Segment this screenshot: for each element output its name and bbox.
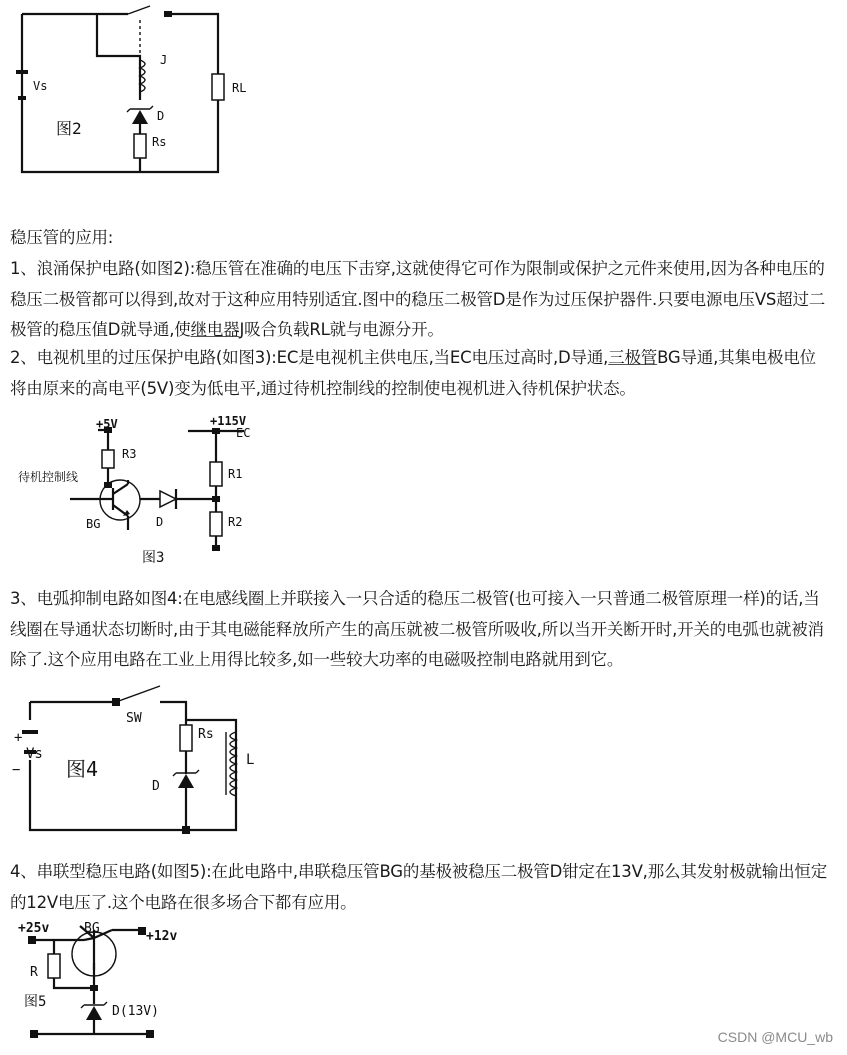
paragraph-2-text-after: BG导通,其集电极电位将由原来的高电平(5V)变为低电平,通过待机控制线的控制使电视机进入待机保护状态。 — [10, 348, 816, 398]
paragraph-1-text-after: J吸合负载RL就与电源分开。 — [239, 320, 444, 339]
figure-2-circuit — [0, 0, 260, 180]
fig2-d-label: D — [157, 109, 165, 123]
fig3-d-label: D — [156, 515, 164, 529]
csdn-watermark: CSDN @MCU_wb — [717, 1029, 833, 1045]
fig3-caption: 图3 — [142, 550, 165, 566]
paragraph-2 — [10, 343, 829, 404]
fig3-r2-label: R2 — [228, 515, 243, 529]
paragraph-1 — [10, 254, 829, 346]
paragraph-3: 3、电弧抑制电路如图4:在电感线圈上并联接入一只合适的稳压二极管(也可接入一只普通二极管原理一样)的话,当线圈在导通状态切断时,由于其电磁能释放所产生的高压就被二极管所吸收,所以当开关断开时,开关的电弧也就被消除了.这个应用电路在工业上用得比较多,如一些较大功率的电磁吸控制电路就用到它。 — [10, 589, 824, 669]
fig4-d-label: D — [152, 779, 160, 794]
fig5-caption: 图5 — [24, 994, 47, 1010]
transistor-link[interactable]: 三极管 — [608, 348, 658, 367]
fig3-ec-label: EC — [236, 426, 251, 440]
fig5-bg-label: BG — [84, 921, 100, 936]
fig4-l-label: L — [246, 752, 255, 768]
fig2-caption: 图2 — [56, 119, 82, 138]
fig2-rs-label: Rs — [152, 135, 167, 149]
fig5-d13v-label: D(13V) — [112, 1004, 159, 1019]
fig5-r-label: R — [30, 965, 38, 980]
fig4-rs-label: Rs — [198, 727, 214, 742]
fig4-plus-label: + — [14, 730, 23, 746]
fig3-r1-label: R1 — [228, 467, 243, 481]
fig3-bg-label: BG — [86, 517, 101, 531]
paragraph-1-text: 1、浪涌保护电路(如图2):稳压管在准确的电压下击穿,这就使得它可作为限制或保护之元件来使用,因为各种电压的稳压二极管都可以得到,故对于这种应用特别适宜.图中的稳压二极管D是作为过压保护器件.只要电源电压VS超过二极管的稳压值D就导通,使 — [10, 259, 826, 339]
fig4-minus-label: − — [12, 762, 21, 778]
fig2-rl-label: RL — [232, 81, 247, 95]
figure-4-circuit — [0, 680, 280, 845]
paragraph-2-text: 2、电视机里的过压保护电路(如图3):EC是电视机主供电压,当EC电压过高时,D导通, — [10, 348, 609, 367]
paragraph-4: 4、串联型稳压电路(如图5):在此电路中,串联稳压管BG的基极被稳压二极管D钳定在13V,那么其发射极就输出恒定的12V电压了.这个电路在很多场合下都有应用。 — [10, 862, 828, 912]
fig4-sw-label: SW — [126, 711, 142, 726]
fig3-r3-label: R3 — [122, 447, 137, 461]
fig2-vs-label: Vs — [33, 79, 48, 93]
fig3-115v-label: +115V — [210, 414, 247, 428]
relay-link[interactable]: 继电器 — [190, 320, 240, 339]
fig4-caption: 图4 — [66, 757, 99, 781]
fig4-vs-label: Vs — [26, 746, 43, 762]
fig3-5v-label: +5V — [96, 417, 118, 431]
fig5-25v-label: +25v — [18, 921, 50, 936]
figure-5-circuit — [0, 918, 300, 1055]
fig5-12v-label: +12v — [146, 929, 178, 944]
section-heading: 稳压管的应用: — [10, 228, 114, 247]
fig3-standby-label: 待机控制线 — [18, 470, 79, 484]
figure-3-circuit — [0, 410, 280, 570]
fig2-j-label: J — [160, 53, 168, 67]
